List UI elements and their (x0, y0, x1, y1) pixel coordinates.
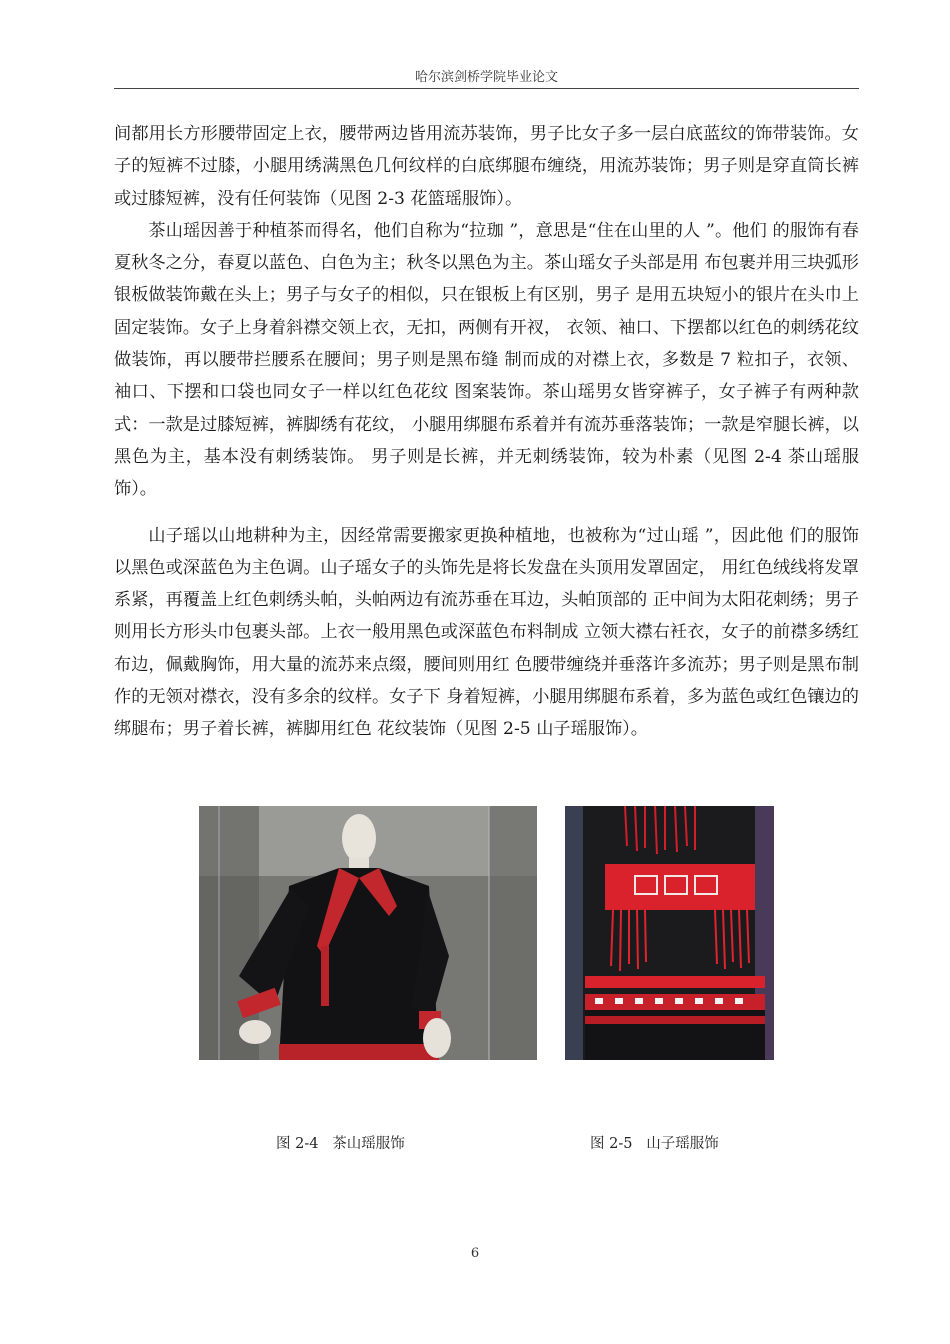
figure-2-5-photo (565, 806, 774, 1060)
page-number: 6 (470, 1246, 480, 1261)
page-header: 哈尔滨剑桥学院毕业论文 (414, 70, 558, 85)
figure-2-5-caption: 图 2-5 山子瑶服饰 (590, 1136, 719, 1152)
shanzi-yao-costume-illustration (565, 806, 774, 1060)
paragraph-continuation: 间都用长方形腰带固定上衣，腰带两边皆用流苏装饰，男子比女子多一层白底蓝纹的饰带装饰。女子的短裤不过膝，小腿用绣满黑色几何纹样的白底绑腿布缠绕，用流苏装饰；男子则是穿直筒长裤或过膝短裤，没有任何装饰（见图 2-3 花篮瑶服饰）。 (114, 124, 859, 209)
body-text (114, 118, 859, 746)
figure-2-4-caption: 图 2-4 茶山瑶服饰 (276, 1136, 405, 1152)
chashan-yao-costume-illustration (199, 806, 537, 1060)
figure-2-4-photo (199, 806, 537, 1060)
paragraph-chashan-yao: 茶山瑶因善于种植茶而得名，他们自称为“拉珈 ”，意思是“住在山里的人 ”。他们 的服饰有春夏秋冬之分，春夏以蓝色、白色为主；秋冬以黑色为主。茶山瑶女子头部是用 布包裹并用三块弧形银板做装饰戴在头上；男子与女子的相似，只在银板上有区别，男子 是用五块短小的银片在头巾上固定装饰。女子上身着斜襟交领上衣，无扣，两侧有开衩， 衣领、袖口、下摆都以红色的刺绣花纹做装饰，再以腰带拦腰系在腰间；男子则是黑布缝 制而成的对襟上衣，多数是 7 粒扣子，衣领、袖口、下摆和口袋也同女子一样以红色花纹 图案装饰。茶山瑶男女皆穿裤子，女子裤子有两种款式：一款是过膝短裤，裤脚绣有花纹， 小腿用绑腿布系着并有流苏垂落装饰；一款是窄腿长裤，以黑色为主，基本没有刺绣装饰。 男子则是长裤，并无刺绣装饰，较为朴素（见图 2-4 茶山瑶服饰）。 (114, 220, 859, 500)
header-rule (114, 88, 859, 89)
paragraph-shanzi-yao: 山子瑶以山地耕种为主，因经常需要搬家更换种植地，也被称为“过山瑶 ”，因此他 们的服饰以黑色或深蓝色为主色调。山子瑶女子的头饰先是将长发盘在头顶用发罩固定， 用红色绒线将发罩系紧，再覆盖上红色刺绣头帕，头帕两边有流苏垂在耳边，头帕顶部的 正中间为太阳花刺绣；男子则用长方形头巾包裹头部。上衣一般用黑色或深蓝色布料制成 立领大襟右衽衣，女子的前襟多绣红布边，佩戴胸饰，用大量的流苏来点缀，腰间则用红 色腰带缠绕并垂落许多流苏；男子则是黑布制作的无领对襟衣，没有多余的纹样。女子下 身着短裤，小腿用绑腿布系着，多为蓝色或红色镶边的绑腿布；男子着长裤，裤脚用红色 花纹装饰（见图 2-5 山子瑶服饰）。 (114, 525, 859, 740)
